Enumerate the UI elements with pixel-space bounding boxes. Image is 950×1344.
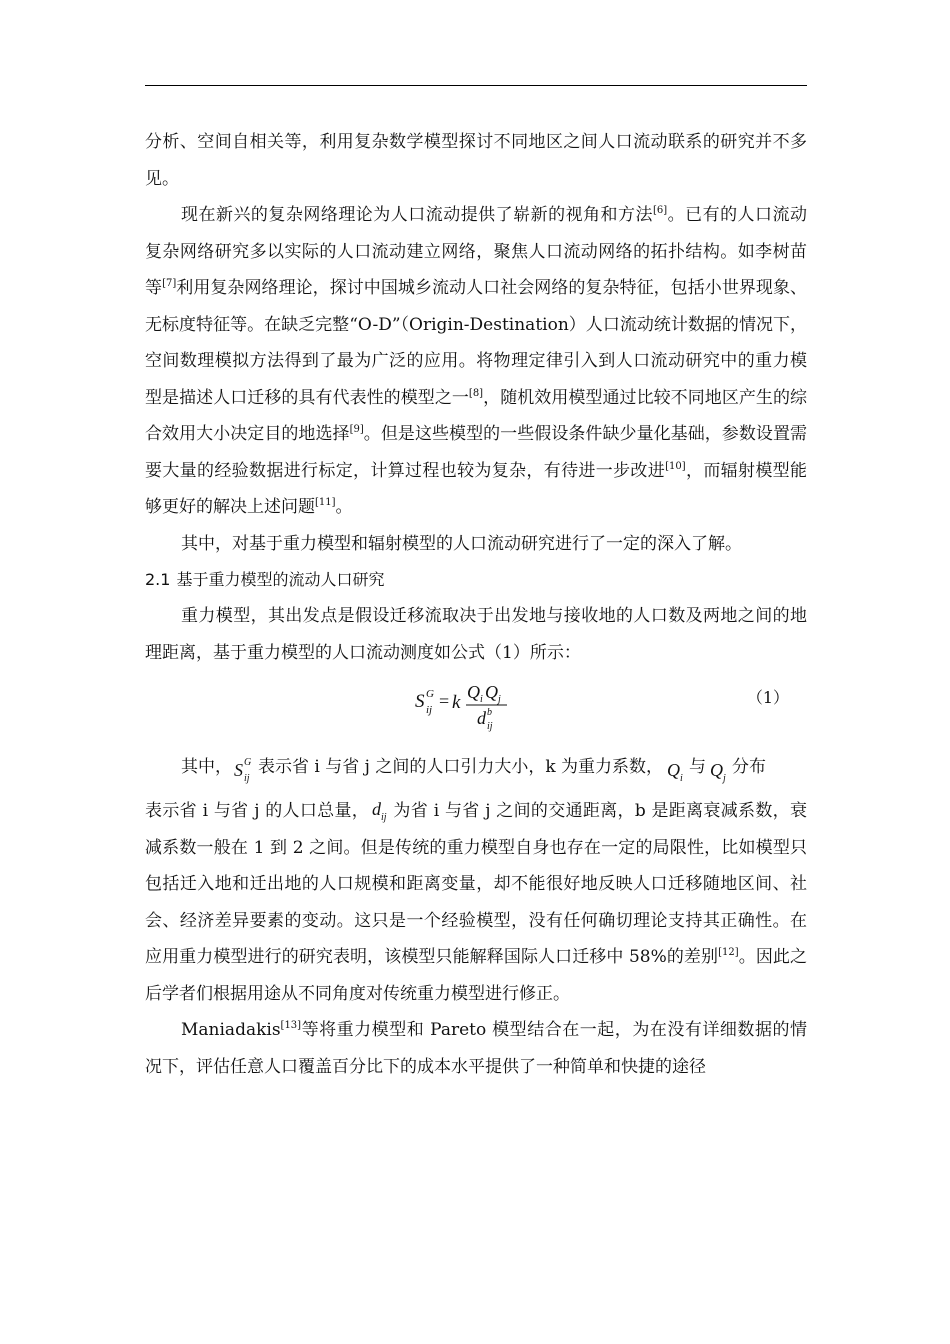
paragraph-text: 分布	[732, 757, 767, 777]
paragraph-symbol-definitions	[145, 741, 807, 793]
paragraph-text: 分析、空间自相关等，利用复杂数学模型探讨不同地区之间人口流动联系的研究并不多见。	[145, 132, 807, 189]
paragraph-text: 等将重力模型和 Pareto 模型结合在一起，为在没有详细数据的情况下，评估任意人口覆盖百分比下的成本水平提供了一种简单和快捷的途径	[145, 1020, 807, 1077]
section-title: 基于重力模型的流动人口研究	[176, 570, 385, 589]
paragraph-text: 与	[689, 757, 707, 777]
paragraph-text: 。因此之后学者们根据用途从不同角度对传统重力模型进行修正。	[145, 947, 807, 1004]
citation-13: [13]	[280, 1020, 302, 1031]
citation-7: [7]	[162, 278, 177, 289]
eq-coef: k	[452, 692, 461, 713]
inline-qj-base: Q	[710, 760, 724, 780]
inline-s-sup: G	[244, 757, 252, 768]
paragraph-text: ，而辐射模型能够更好的解决上述问题	[145, 460, 807, 517]
inline-qi-sub: i	[680, 773, 683, 784]
eq-den-sup: b	[487, 707, 492, 718]
header-rule	[145, 85, 807, 86]
inline-qj-sub: j	[723, 773, 726, 784]
eq-num-q1-sub: i	[480, 694, 483, 705]
paragraph-text: ，随机效用模型通过比较不同地区产生的综合效用大小决定目的地选择	[145, 387, 808, 444]
equation-row	[145, 671, 807, 741]
paragraph-text: 。已有的人口流动复杂网络研究多以实际的人口流动建立网络，聚焦人口流动网络的拓扑结构。如李树苗等	[145, 205, 808, 298]
citation-11: [11]	[315, 497, 336, 508]
inline-d-base: d	[372, 799, 382, 819]
paragraph-text: Maniadakis	[181, 1020, 281, 1040]
eq-lhs-base: S	[415, 691, 425, 712]
paragraph-gravity-intro	[145, 598, 807, 671]
paragraph-summary	[145, 526, 807, 563]
paragraph-text: 其中，	[181, 757, 232, 777]
citation-9: [9]	[349, 424, 364, 435]
section-number: 2.1	[145, 570, 171, 589]
eq-num-q2: Q	[485, 682, 498, 702]
paragraph-text: 其中，对基于重力模型和辐射模型的人口流动研究进行了一定的深入了解。	[181, 533, 742, 554]
inline-symbol-d-ij	[371, 797, 391, 823]
paragraph-complex-network	[145, 197, 807, 526]
paragraph-text: 。	[335, 497, 353, 517]
paragraph-maniadakis	[145, 1012, 807, 1085]
eq-den-base: d	[477, 708, 486, 728]
inline-symbol-s-g-ij	[234, 752, 256, 784]
document-body	[145, 124, 807, 1085]
inline-qi-base: Q	[667, 760, 681, 780]
paragraph-text: 。但是这些模型的一些假设条件缺少量化基础，参数设置需要大量的经验数据进行标定，计算过程也较为复杂，有待进一步改进	[145, 424, 807, 481]
paragraph-continuation	[145, 124, 807, 197]
inline-s-sub: ij	[244, 773, 250, 784]
section-heading	[145, 562, 807, 598]
eq-lhs-sup: G	[426, 688, 434, 700]
citation-8: [8]	[468, 387, 484, 399]
paragraph-text: 现在新兴的复杂网络理论为人口流动提供了崭新的视角和方法	[181, 205, 653, 225]
paragraph-text: 重力模型，其出发点是假设迁移流取决于出发地与接收地的人口数及两地之间的地理距离，基于重力模型的人口流动测度如公式（1）所示：	[145, 606, 807, 663]
eq-num-q1: Q	[467, 682, 480, 702]
paragraph-text: 表示省 i 与省 j 的人口总量，	[145, 801, 370, 821]
eq-lhs-sub: ij	[426, 704, 433, 716]
paragraph-text: 为省 i 与省 j 之间的交通距离，b 是距离衰减系数，衰减系数一般在 1 到 2 之间。但是传统的重力模型自身也存在一定的局限性，比如模型只包括迁入地和迁出地的人口规模和距离变量，却不能很好地反映人口迁移随地区间、社会、经济差异要素的变动。这只是一个经验模型，没有任何确切理论支持其正确性。在应用重力模型进行的研究表明，该模型只能解释国际人口迁移中 58%的差别	[145, 801, 808, 967]
inline-symbol-q-j	[708, 752, 730, 784]
inline-d-sub: ij	[381, 812, 387, 823]
equation-number: （1）	[746, 688, 789, 707]
eq-num-q2-sub: j	[498, 694, 501, 705]
paragraph-text: 利用复杂网络理论，探讨中国城乡流动人口社会网络的复杂特征，包括小世界现象、无标度特征等。在缺乏完整“O-D”（Origin-Destination）人口流动统计数据的情况下，空间数理模拟方法得到了最为广泛的应用。将物理定律引入到人口流动研究中的重力模型是描述人口迁移的具有代表性的模型之一	[145, 278, 808, 408]
inline-symbol-q-i	[665, 752, 687, 784]
paragraph-text: 表示省 i 与省 j 之间的人口引力大小，k 为重力系数，	[258, 757, 664, 777]
citation-12: [12]	[718, 947, 739, 958]
eq-den-sub: ij	[487, 721, 493, 732]
inline-s-base: S	[234, 760, 243, 780]
gravity-equation	[415, 677, 535, 737]
citation-10: [10]	[665, 460, 686, 472]
citation-6: [6]	[652, 205, 668, 216]
eq-equals: =	[439, 691, 450, 711]
paragraph-gravity-limitations	[145, 793, 807, 1012]
